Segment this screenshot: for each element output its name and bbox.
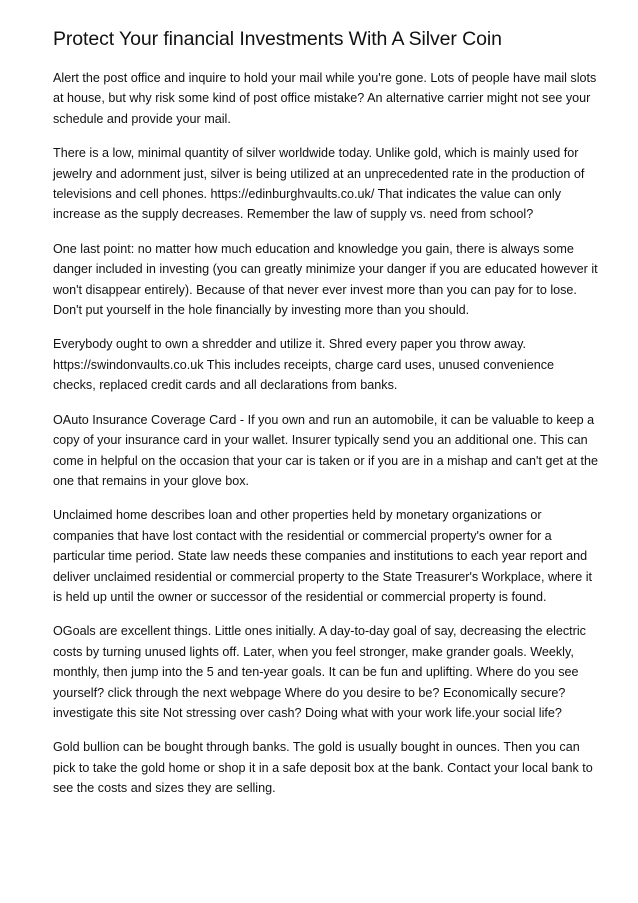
paragraph-goals: OGoals are excellent things. Little ones initially. A day-to-day goal of say, decreasing the electric costs by turning unused lights off. Later, when you feel stronger, make grander goals. Weekly, monthly, then jump into the 5 and ten-year goals. It can be fun and uplifting. Where do you see yourself? click through the next webpage Where do you desire to be? Economically secure? investigate this site Not stressing over cash? Doing what with your work life.your social life? — [53, 624, 586, 720]
paragraph-gold-bullion: Gold bullion can be bought through banks. The gold is usually bought in ounces. Then you can pick to take the gold home or shop it in a safe deposit box at the bank. Contact your local bank to see the costs and sizes they are selling. — [53, 740, 593, 796]
paragraph-unclaimed-property: Unclaimed home describes loan and other properties held by monetary organizations or companies that have lost contact with the residential or commercial property's owner for a particular time period. State law needs these companies and institutions to each year report and deliver unclaimed residential or commercial property to the State Treasurer's Workplace, where it is held up until the owner or successor of the residential or commercial property is found. — [53, 508, 593, 604]
paragraph-shredder: Everybody ought to own a shredder and utilize it. Shred every paper you throw away. https://swindonvaults.co.uk This includes receipts, charge card uses, unused convenience checks, replaced credit cards and all declarations from banks. — [53, 337, 555, 393]
paragraph-insurance-card: OAuto Insurance Coverage Card - If you own and run an automobile, it can be valuable to keep a copy of your insurance card in your wallet. Insurer typically send you an additional one. This can come in helpful on the occasion that your car is taken or if you are in a mishap and can't get at the one that remains in your glove box. — [53, 412, 598, 488]
paragraph-investing-danger: One last point: no matter how much education and knowledge you gain, there is always some danger included in investing (you can greatly minimize your danger if you are educated however it won't disappear entirely). Because of that never ever invest more than you can pay for to lose. Don't put yourself in the hole financially by investing more than you should. — [53, 241, 598, 318]
paragraph-silver-supply: There is a low, minimal quantity of silver worldwide today. Unlike gold, which is mainly used for jewelry and adornment just, silver is being utilized at an unprecedented rate in the production of televisions and cell phones. https://edinburghvaults.co.uk/ That indicates the value can only increase as the supply decreases. Remember the law of supply vs. need from school? — [53, 146, 585, 222]
paragraph-mail-hold: Alert the post office and inquire to hold your mail while you're gone. Lots of people have mail slots at house, but why risk some kind of post office mistake? An alternative carrier might not see your schedule and provide your mail. — [53, 71, 597, 126]
document-title: Protect Your financial Investments With A Silver Coin — [53, 28, 502, 50]
